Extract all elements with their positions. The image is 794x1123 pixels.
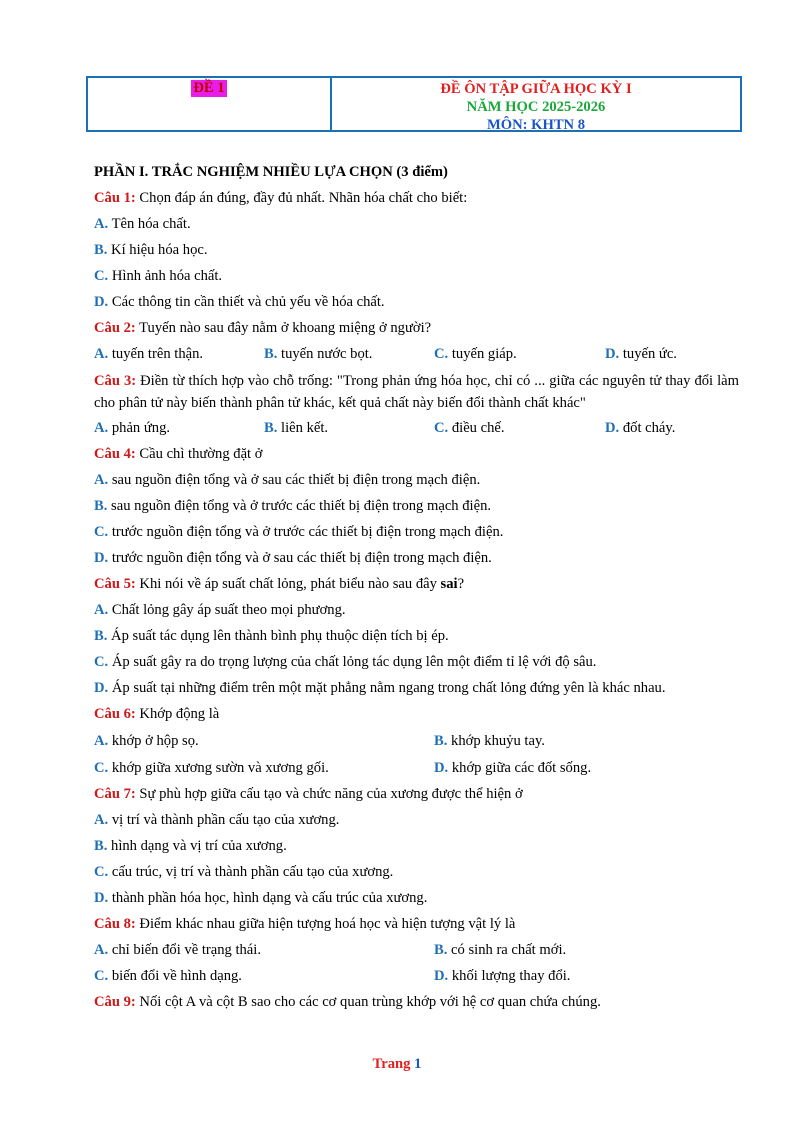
- option-label: B.: [434, 942, 448, 958]
- option-5a: [94, 600, 346, 620]
- option-text: liên kết.: [277, 420, 329, 436]
- question-label: Câu 4:: [94, 446, 136, 462]
- question-5: [94, 574, 464, 594]
- option-text: Chất lỏng gây áp suất theo mọi phương.: [108, 602, 346, 618]
- option-text: tuyến giáp.: [448, 346, 517, 362]
- option-2a: [94, 344, 203, 364]
- question-text: Khi nói về áp suất chất lỏng, phát biểu nào sau đây: [135, 576, 441, 592]
- option-label: D.: [94, 550, 109, 566]
- option-text: khớp khuỷu tay.: [447, 733, 545, 749]
- option-text: trước nguồn điện tổng và ở trước các thiết bị điện trong mạch điện.: [108, 524, 504, 540]
- option-5c: [94, 652, 596, 672]
- option-2c: [434, 344, 517, 364]
- question-text: Tuyến nào sau đây nằm ở khoang miệng ở người?: [135, 320, 432, 336]
- option-6a: [94, 731, 199, 751]
- question-text: Khớp động là: [135, 706, 220, 722]
- question-text: Sự phù hợp giữa cấu tạo và chức năng của xương được thể hiện ở: [135, 786, 523, 802]
- option-label: A.: [94, 812, 109, 828]
- option-label: A.: [94, 420, 109, 436]
- option-text: thành phần hóa học, hình dạng và cấu trúc của xương.: [108, 890, 428, 906]
- question-label: Câu 9:: [94, 994, 136, 1010]
- option-text: khớp giữa xương sườn và xương gối.: [108, 760, 329, 776]
- header-table: [86, 76, 742, 132]
- option-label: C.: [94, 968, 109, 984]
- question-4: [94, 444, 262, 464]
- option-4c: [94, 522, 503, 542]
- option-7c: [94, 862, 393, 882]
- option-2b: [264, 344, 372, 364]
- exam-title: ĐỀ ÔN TẬP GIỮA HỌC KỲ I: [440, 81, 632, 97]
- option-text: hình dạng và vị trí của xương.: [107, 838, 287, 854]
- option-text: Kí hiệu hóa học.: [107, 242, 208, 258]
- option-label: A.: [94, 942, 109, 958]
- option-label: B.: [434, 733, 448, 749]
- option-text: Áp suất tác dụng lên thành bình phụ thuộc diện tích bị ép.: [107, 628, 449, 644]
- question-7: [94, 784, 523, 804]
- question-text-end: ?: [457, 576, 465, 592]
- option-text: sau nguồn điện tổng và ở trước các thiết bị điện trong mạch điện.: [107, 498, 492, 514]
- option-1c: [94, 266, 222, 286]
- option-text: điều chế.: [448, 420, 505, 436]
- option-label: D.: [434, 968, 449, 984]
- question-3: [94, 370, 739, 414]
- option-text: Áp suất tại những điểm trên một mặt phẳng nằm ngang trong chất lỏng đứng yên là khác nhau.: [108, 680, 666, 696]
- option-label: A.: [94, 733, 109, 749]
- option-1b: [94, 240, 208, 260]
- page-number: 1: [414, 1056, 422, 1072]
- option-text: sau nguồn điện tổng và ở sau các thiết bị điện trong mạch điện.: [108, 472, 481, 488]
- option-label: C.: [94, 654, 109, 670]
- question-8: [94, 914, 515, 934]
- page-footer: [0, 1056, 794, 1073]
- option-text: trước nguồn điện tổng và ở sau các thiết bị điện trong mạch điện.: [108, 550, 492, 566]
- option-3d: [605, 418, 675, 438]
- option-3c: [434, 418, 505, 438]
- question-9: [94, 992, 601, 1012]
- question-text: Chọn đáp án đúng, đầy đủ nhất. Nhãn hóa chất cho biết:: [135, 190, 468, 206]
- option-label: C.: [434, 420, 449, 436]
- option-label: C.: [94, 760, 109, 776]
- option-4a: [94, 470, 480, 490]
- option-text: khối lượng thay đổi.: [448, 968, 571, 984]
- option-label: B.: [94, 498, 108, 514]
- question-6: [94, 704, 219, 724]
- option-4d: [94, 548, 492, 568]
- school-year: NĂM HỌC 2025-2026: [466, 99, 606, 115]
- question-1: [94, 188, 467, 208]
- question-label: Câu 1:: [94, 190, 136, 206]
- question-2: [94, 318, 431, 338]
- option-4b: [94, 496, 491, 516]
- option-8a: [94, 940, 261, 960]
- option-label: A.: [94, 472, 109, 488]
- option-7a: [94, 810, 339, 830]
- question-text: Nối cột A và cột B sao cho các cơ quan trùng khớp với hệ cơ quan chứa chúng.: [135, 994, 601, 1010]
- option-8c: [94, 966, 242, 986]
- option-5b: [94, 626, 449, 646]
- option-label: C.: [94, 864, 109, 880]
- option-text: khớp ở hộp sọ.: [108, 733, 199, 749]
- subject: MÔN: KHTN 8: [486, 117, 586, 133]
- option-6b: [434, 731, 545, 751]
- header-right-cell: [332, 78, 740, 133]
- option-label: D.: [94, 890, 109, 906]
- option-label: D.: [605, 420, 620, 436]
- option-text: tuyến nước bọt.: [277, 346, 373, 362]
- option-label: B.: [94, 838, 108, 854]
- option-1d: [94, 292, 385, 312]
- option-8d: [434, 966, 570, 986]
- question-label: Câu 5:: [94, 576, 136, 592]
- question-text: Điểm khác nhau giữa hiện tượng hoá học và hiện tượng vật lý là: [135, 916, 516, 932]
- option-1a: [94, 214, 191, 234]
- page-label: Trang: [372, 1056, 411, 1072]
- option-6c: [94, 758, 329, 778]
- option-text: có sinh ra chất mới.: [447, 942, 567, 958]
- option-label: B.: [94, 242, 108, 258]
- option-label: A.: [94, 602, 109, 618]
- option-text: biến đổi về hình dạng.: [108, 968, 242, 984]
- question-label: Câu 6:: [94, 706, 136, 722]
- option-text: tuyến ức.: [619, 346, 677, 362]
- question-emphasis: sai: [440, 576, 458, 592]
- question-label: Câu 8:: [94, 916, 136, 932]
- section-title: PHẦN I. TRẮC NGHIỆM NHIỀU LỰA CHỌN (3 điểm): [94, 164, 448, 180]
- option-label: B.: [264, 420, 278, 436]
- question-label: Câu 7:: [94, 786, 136, 802]
- exam-code-badge: ĐỀ 1: [193, 80, 225, 96]
- option-text: khớp giữa các đốt sống.: [448, 760, 592, 776]
- option-text: cấu trúc, vị trí và thành phần cấu tạo của xương.: [108, 864, 394, 880]
- option-text: đốt cháy.: [619, 420, 676, 436]
- option-5d: [94, 678, 666, 698]
- option-text: phản ứng.: [108, 420, 171, 436]
- question-text: Điền từ thích hợp vào chỗ trống: "Trong phản ứng hóa học, chỉ có ... giữa các nguyên tử thay đổi làm cho phân tử này biến thành phân tử khác, kết quả chất này biến đổi thành chất khác": [94, 373, 739, 411]
- option-text: Hình ảnh hóa chất.: [108, 268, 223, 284]
- option-label: B.: [94, 628, 108, 644]
- option-label: D.: [605, 346, 620, 362]
- option-label: D.: [94, 294, 109, 310]
- option-label: A.: [94, 346, 109, 362]
- option-7b: [94, 836, 287, 856]
- option-label: C.: [94, 524, 109, 540]
- option-text: Các thông tin cần thiết và chủ yếu về hóa chất.: [108, 294, 385, 310]
- option-label: A.: [94, 216, 109, 232]
- option-label: C.: [94, 268, 109, 284]
- option-label: C.: [434, 346, 449, 362]
- option-text: Tên hóa chất.: [108, 216, 191, 232]
- option-text: Áp suất gây ra do trọng lượng của chất lỏng tác dụng lên một điểm tỉ lệ với độ sâu.: [108, 654, 597, 670]
- option-label: D.: [434, 760, 449, 776]
- option-3b: [264, 418, 328, 438]
- option-8b: [434, 940, 566, 960]
- option-label: D.: [94, 680, 109, 696]
- question-text: Cầu chì thường đặt ở: [135, 446, 263, 462]
- option-7d: [94, 888, 427, 908]
- option-text: vị trí và thành phần cấu tạo của xương.: [108, 812, 340, 828]
- option-3a: [94, 418, 170, 438]
- option-label: B.: [264, 346, 278, 362]
- option-2d: [605, 344, 677, 364]
- question-label: Câu 3:: [94, 373, 137, 389]
- header-left-cell: [88, 78, 332, 130]
- option-text: chỉ biến đổi về trạng thái.: [108, 942, 261, 958]
- option-6d: [434, 758, 591, 778]
- question-label: Câu 2:: [94, 320, 136, 336]
- option-text: tuyến trên thận.: [108, 346, 204, 362]
